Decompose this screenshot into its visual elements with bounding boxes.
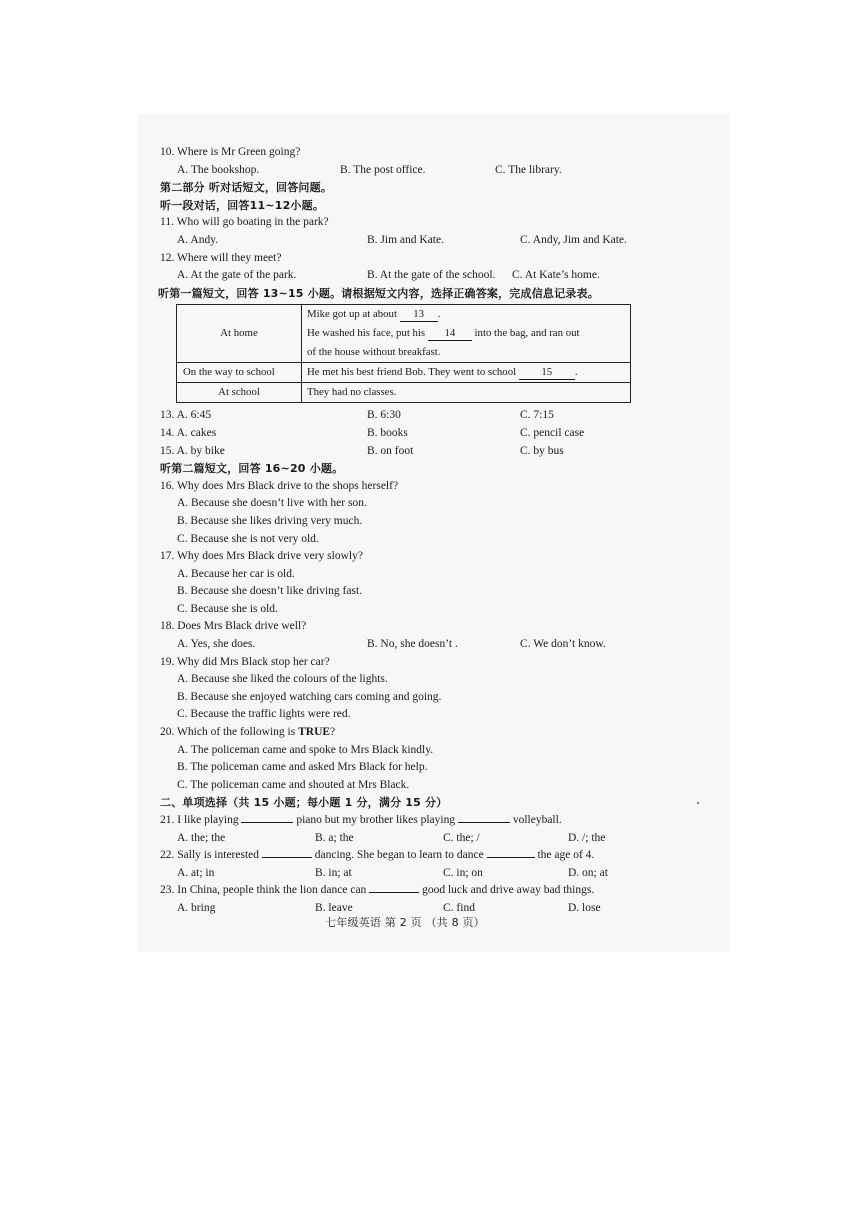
section2-heading: 二、单项选择（共 15 小题；每小题 1 分，满分 15 分） [160, 796, 448, 810]
blank [241, 822, 293, 823]
dialog1-heading: 听一段对话，回答11~12小题。 [160, 198, 325, 212]
q11-option-a: A. Andy. [177, 233, 219, 246]
q13-options [160, 407, 650, 425]
q19-option-b: B. Because she enjoyed watching cars coming and going. [177, 690, 442, 703]
table-cell-at-home: Mike got up at about 13 . He washed his face, put his 14 into the bag, and ran out of the house without breakfast. [302, 305, 631, 363]
q16-option-a: A. Because she doesn’t live with her son. [177, 497, 367, 510]
q22-option-a: A. at; in [177, 866, 215, 879]
q10-stem: 10. Where is Mr Green going? [160, 146, 301, 158]
q12-option-a: A. At the gate of the park. [177, 269, 297, 282]
speck [697, 802, 699, 804]
q22-option-c: C. in; on [443, 866, 483, 879]
q13-option-a: 13. A. 6:45 [160, 409, 212, 422]
q16-stem: 16. Why does Mrs Black drive to the shops herself? [160, 479, 399, 492]
table-cell-at-school: They had no classes. [302, 383, 631, 403]
q12-options [160, 267, 650, 285]
q22-options [160, 865, 650, 883]
q13-option-c: C. 7:15 [520, 409, 554, 422]
q12-option-c: C. At Kate’s home. [512, 269, 600, 282]
blank [262, 857, 312, 858]
q23-stem: 23. In China, people think the lion dance can good luck and drive away bad things. [160, 884, 595, 897]
q11-option-c: C. Andy, Jim and Kate. [520, 233, 627, 246]
table-row [177, 383, 631, 403]
table-label-at-school: At school [177, 383, 302, 403]
q14-option-b: B. books [367, 426, 408, 439]
q23-option-c: C. find [443, 901, 475, 914]
q17-option-b: B. Because she doesn’t like driving fast. [177, 585, 363, 598]
q11-options [160, 232, 650, 250]
q11-stem: 11. Who will go boating in the park? [160, 216, 329, 229]
blank-15: 15 [519, 366, 575, 380]
table-row [177, 305, 631, 363]
q20-stem: 20. Which of the following is TRUE? [160, 726, 336, 739]
blank [369, 892, 419, 893]
q20-option-b: B. The policeman came and asked Mrs Black for help. [177, 761, 428, 774]
q18-options [160, 636, 650, 654]
q17-option-c: C. Because she is old. [177, 602, 278, 615]
q19-option-c: C. Because the traffic lights were red. [177, 708, 351, 721]
q22-stem: 22. Sally is interested dancing. She began to learn to dance the age of 4. [160, 849, 595, 862]
part2-heading: 第二部分 听对话短文，回答问题。 [160, 181, 333, 195]
page-footer: 七年级英语 第 2 页 （共 8 页） [325, 916, 485, 929]
q10-option-a: A. The bookshop. [177, 163, 260, 176]
info-record-table [176, 304, 631, 403]
q12-stem: 12. Where will they meet? [160, 251, 282, 264]
exam-content [158, 144, 650, 929]
q18-option-b: B. No, she doesn’t . [367, 638, 458, 651]
q23-option-a: A. bring [177, 901, 216, 914]
q23-option-b: B. leave [315, 901, 353, 914]
table-label-at-home: At home [177, 305, 302, 363]
q16-option-c: C. Because she is not very old. [177, 532, 319, 545]
q17-option-a: A. Because her car is old. [177, 567, 295, 580]
table-cell-on-the-way: He met his best friend Bob. They went to school 15 . [302, 363, 631, 383]
q22-option-d: D. on; at [568, 866, 608, 879]
q21-option-b: B. a; the [315, 831, 354, 844]
q10-option-c: C. The library. [495, 163, 562, 176]
passage2-heading: 听第二篇短文，回答 16~20 小题。 [160, 462, 344, 476]
blank [458, 822, 510, 823]
q22-option-b: B. in; at [315, 866, 352, 879]
blank-14: 14 [428, 327, 472, 341]
q21-option-a: A. the; the [177, 831, 226, 844]
q15-option-a: 15. A. by bike [160, 444, 225, 457]
q10-options [160, 162, 650, 180]
q15-options [160, 443, 650, 461]
q15-option-c: C. by bus [520, 444, 564, 457]
q11-option-b: B. Jim and Kate. [367, 233, 444, 246]
table-label-on-the-way: On the way to school [177, 363, 302, 383]
q18-option-c: C. We don’t know. [520, 638, 606, 651]
q21-options [160, 830, 650, 848]
q16-option-b: B. Because she likes driving very much. [177, 514, 363, 527]
q21-option-c: C. the; / [443, 831, 480, 844]
q14-option-a: 14. A. cakes [160, 426, 217, 439]
blank [487, 857, 535, 858]
passage1-heading: 听第一篇短文，回答 13~15 小题。请根据短文内容，选择正确答案，完成信息记录表。 [158, 286, 599, 300]
table-row [177, 363, 631, 383]
q14-options [160, 425, 650, 443]
q15-option-b: B. on foot [367, 444, 414, 457]
q12-option-b: B. At the gate of the school. [367, 269, 496, 282]
q10-option-b: B. The post office. [340, 163, 426, 176]
q18-stem: 18. Does Mrs Black drive well? [160, 620, 307, 633]
q21-stem: 21. I like playing piano but my brother likes playing volleyball. [160, 814, 562, 826]
q21-option-d: D. /; the [568, 831, 606, 844]
q23-option-d: D. lose [568, 901, 601, 914]
q19-stem: 19. Why did Mrs Black stop her car? [160, 655, 330, 668]
q17-stem: 17. Why does Mrs Black drive very slowly? [160, 550, 363, 563]
q14-option-c: C. pencil case [520, 426, 585, 439]
blank-13: 13 [400, 308, 438, 322]
q20-option-a: A. The policeman came and spoke to Mrs Black kindly. [177, 743, 434, 756]
q18-option-a: A. Yes, she does. [177, 638, 256, 651]
q13-option-b: B. 6:30 [367, 409, 401, 422]
q19-option-a: A. Because she liked the colours of the lights. [177, 673, 388, 686]
q20-option-c: C. The policeman came and shouted at Mrs Black. [177, 778, 410, 791]
